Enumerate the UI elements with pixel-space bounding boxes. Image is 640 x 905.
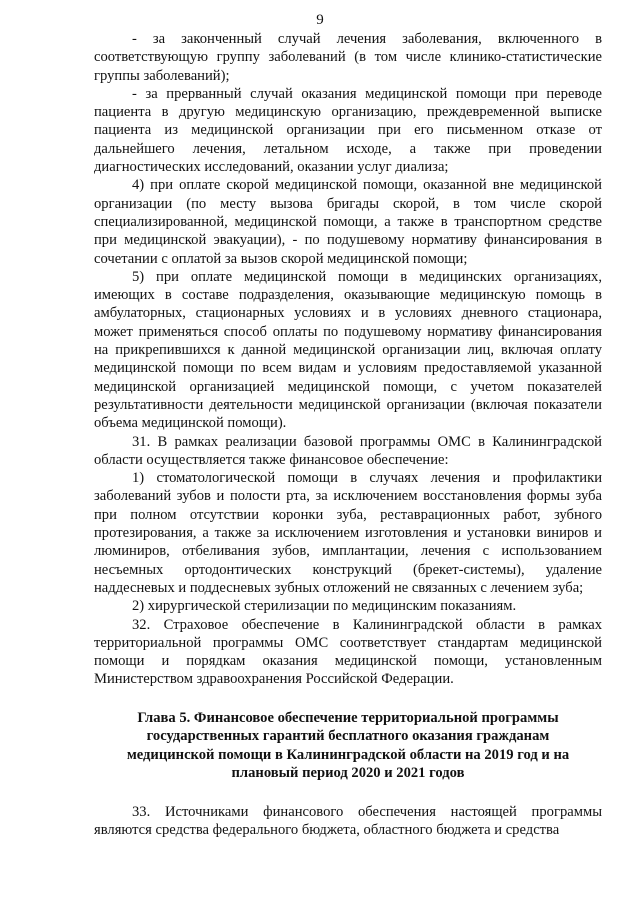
chapter-heading: Глава 5. Финансовое обеспечение территориальной программы государственных гарантий бесплатного оказания гражданам медицинской помощи в Калининградской области на 2019 год и на плановый период 2020 и 2021 годов	[126, 709, 570, 782]
paragraph-item-4-ambulance: 4) при оплате скорой медицинской помощи, оказанной вне медицинской организации (по месту вызова бригады скорой, в том числе скорой специализированной, медицинской помощи, а также в транспортном средстве при медицинской эвакуации), - по подушевому нормативу финансирования в сочетании с оплатой за вызов скорой медицинской помощи;	[94, 177, 602, 267]
paragraph-item-5-per-capita: 5) при оплате медицинской помощи в медицинских организациях, имеющих в составе подразделения, оказывающие медицинскую помощь в амбулаторных, стационарных условиях и в условиях дневного стационара, может применяться способ оплаты по подушевому нормативу финансирования на прикрепившихся к данной медицинской организации лиц, включая оплату медицинской помощи по всем видам и условиям предоставляемой указанной медицинской организацией медицинской помощи, с учетом показателей результативности деятельности медицинской организации (включая показатели объема медицинской помощи).	[94, 268, 602, 432]
paragraph-31-item-2-sterilization: 2) хирургической стерилизации по медицинским показаниям.	[132, 598, 517, 615]
body-text	[94, 30, 602, 840]
paragraph-33: 33. Источниками финансового обеспечения настоящей программы являются средства федерального бюджета, областного бюджета и средства	[94, 804, 602, 839]
paragraph-31: 31. В рамках реализации базовой программы ОМС в Калининградской области осуществляется также финансовое обеспечение:	[94, 433, 602, 468]
paragraph-31-item-1-dental: 1) стоматологической помощи в случаях лечения и профилактики заболеваний зубов и полости рта, за исключением восстановления формы зуба при полном отсутствии коронки зуба, реставрационных работ, зубного протезирования, а также за исключением изготовления и установки виниров и люминиров, отбеливания зубов, имплантации, лечения с использованием несъемных ортодонтических конструкций (брекет-системы), удаление наддесневых и поддесневых зубных отложений не связанных с лечением зуба;	[94, 470, 602, 596]
paragraph-closed-case: - за законченный случай лечения заболевания, включенного в соответствующую группу заболеваний (в том числе клинико-статистические группы заболеваний);	[94, 31, 602, 84]
page-number: 9	[316, 12, 324, 28]
paragraph-interrupted-case: - за прерванный случай оказания медицинской помощи при переводе пациента в другую медицинскую организацию, преждевременной выписке пациента из медицинской организации при его письменном отказе от дальнейшего лечения, летальном исходе, а также при проведении диагностических исследований, оказании услуг диализа;	[94, 85, 602, 176]
paragraph-32: 32. Страховое обеспечение в Калининградской области в рамках территориальной программы ОМС соответствует стандартам медицинской помощи и порядкам оказания медицинской помощи, установленным Министерством здравоохранения Российской Федерации.	[94, 616, 602, 688]
